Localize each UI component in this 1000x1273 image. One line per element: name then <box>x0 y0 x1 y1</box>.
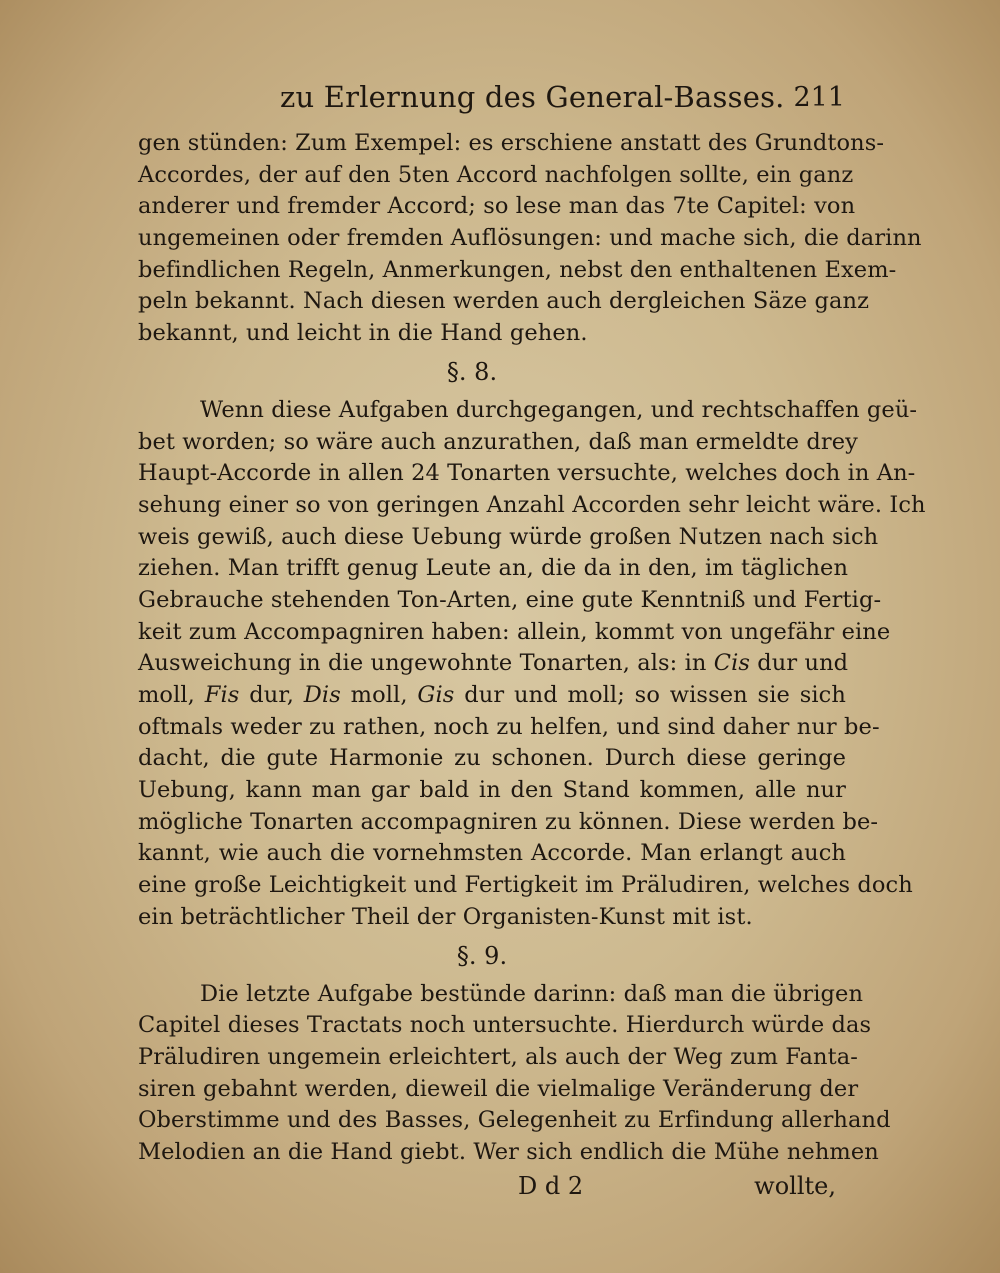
text-span: moll, <box>138 682 195 708</box>
text-line: ein beträchtlicher Theil der Organisten-Kunst mit ist. <box>138 903 753 930</box>
text-line: Wenn diese Aufgaben durchgegangen, und rechtschaffen geü- <box>200 396 918 423</box>
text-line <box>138 680 846 712</box>
text-line: Die letzte Aufgabe bestünde darinn: daß man die übrigen <box>200 980 864 1007</box>
text-line: Uebung, kann man gar bald in den Stand kommen, alle nur <box>138 777 846 804</box>
text-line: oftmals weder zu rathen, noch zu helfen, und sind daher nur be- <box>138 713 880 740</box>
text-line: keit zum Accompagniren haben: allein, kommt von ungefähr eine <box>138 618 891 645</box>
text-line: ziehen. Man trifft genug Leute an, die da in den, im täglichen <box>138 555 849 582</box>
text-line: bet worden; so wäre auch anzurathen, daß man ermeldte drey <box>138 428 858 455</box>
text-line: gen stünden: Zum Exempel: es erschiene anstatt des Grundtons- <box>138 130 885 156</box>
text-line: Melodien an die Hand giebt. Wer sich endlich die Mühe nehmen <box>138 1138 879 1165</box>
italic-key: Fis <box>204 682 240 708</box>
section-heading-9: §. 9. <box>456 941 508 970</box>
text-line: kannt, wie auch die vornehmsten Accorde. Man erlangt auch <box>138 840 846 867</box>
text-line: eine große Leichtigkeit und Fertigkeit im Präludiren, welches doch <box>138 872 913 899</box>
running-head <box>195 80 845 120</box>
text-line: Capitel dieses Tractats noch untersuchte. Hierdurch würde das <box>138 1012 872 1039</box>
section-heading-8: §. 8. <box>446 357 498 386</box>
text-block <box>138 128 926 1203</box>
text-line: Präludiren ungemein erleichtert, als auch der Weg zum Fanta- <box>138 1043 858 1070</box>
italic-key: Cis <box>713 650 751 677</box>
text-line: Accordes, der auf den 5ten Accord nachfolgen sollte, ein ganz <box>138 161 854 188</box>
text-line: siren gebahnt werden, dieweil die vielmalige Veränderung der <box>138 1075 859 1102</box>
catchword: wollte, <box>754 1171 836 1200</box>
text-line: Haupt-Accorde in allen 24 Tonarten versuchte, welches doch in An- <box>138 460 916 487</box>
text-span: dur, <box>249 682 294 708</box>
text-line: Oberstimme und des Basses, Gelegenheit zu Erfindung allerhand <box>138 1107 891 1134</box>
text-line: sehung einer so von geringen Anzahl Accorden sehr leicht wäre. Ich <box>138 491 926 518</box>
italic-key: Gis <box>417 682 455 708</box>
text-span: moll, <box>350 682 408 708</box>
page-footer <box>138 1169 846 1203</box>
text-span: Ausweichung in die ungewohnte Tonarten, als: in <box>138 650 707 677</box>
text-line: bekannt, und leicht in die Hand gehen. <box>138 320 588 347</box>
text-line: ungemeinen oder fremden Auflösungen: und mache sich, die darinn <box>138 225 922 252</box>
text-line: dacht, die gute Harmonie zu schonen. Durch diese geringe <box>138 745 846 772</box>
signature-mark: D d 2 <box>518 1171 584 1200</box>
text-line: peln bekannt. Nach diesen werden auch dergleichen Säze ganz <box>138 288 870 315</box>
running-title: zu Erlernung des General-Basses. <box>280 80 785 114</box>
text-line: befindlichen Regeln, Anmerkungen, nebst den enthaltenen Exem- <box>138 256 897 283</box>
text-line <box>138 648 849 680</box>
text-line: Gebrauche stehenden Ton-Arten, eine gute Kenntniß und Fertig- <box>138 586 882 613</box>
text-span: dur und <box>757 650 849 677</box>
text-line: mögliche Tonarten accompagniren zu können. Diese werden be- <box>138 808 879 835</box>
text-line: anderer und fremder Accord; so lese man das 7te Capitel: von <box>138 193 856 220</box>
italic-key: Dis <box>303 682 341 708</box>
text-span: dur und moll; so wissen sie sich <box>464 682 846 708</box>
page-number: 211 <box>793 82 845 113</box>
text-line: weis gewiß, auch diese Uebung würde großen Nutzen nach sich <box>138 523 879 550</box>
